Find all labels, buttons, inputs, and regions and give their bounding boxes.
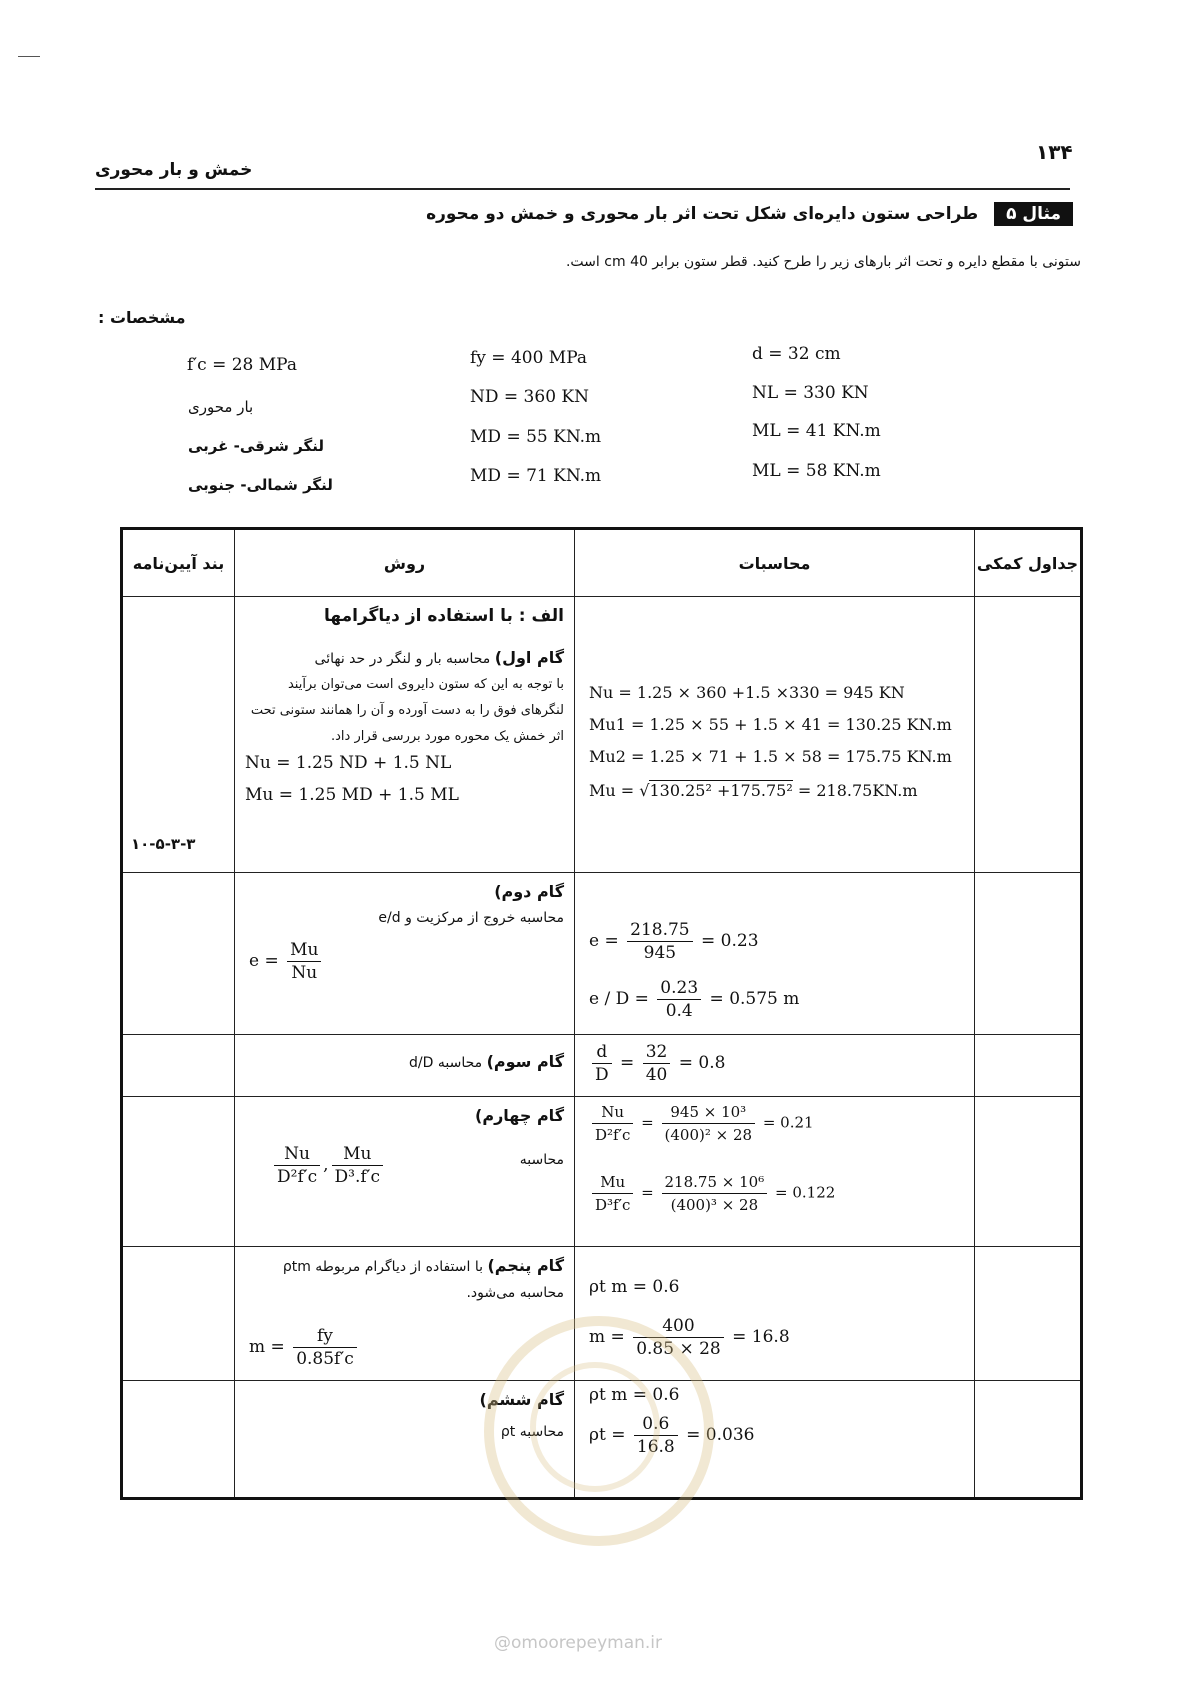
step4-params: $\frac{Nu}{\text{D²f′c}}$ , $\frac{Mu}{\text{D³.f′c}}$ <box>271 1143 386 1188</box>
spec-d: d = 32 cm <box>752 344 841 364</box>
spec-axial-label: بار محوری <box>188 398 254 416</box>
code-cell <box>122 873 235 1035</box>
aux-cell <box>975 873 1082 1035</box>
header-calc: محاسبات <box>575 529 975 597</box>
spec-ml-ew: ML = 41 KN.m <box>752 421 881 441</box>
example-title: طراحی ستون دایره‌ای شکل تحت اثر بار محوری و خمش دو محوره <box>426 204 979 224</box>
code-cell <box>122 1247 235 1381</box>
step5-calc-m: m = $\frac{400}{0.85 \times 28}$ = 16.8 <box>589 1316 790 1359</box>
step5-calc-rho: ρt m = 0.6 <box>589 1277 680 1297</box>
step3-calc: $\frac{d}{D}$ = $\frac{32}{40}$ = 0.8 <box>589 1041 725 1086</box>
step4-title: گام چهارم) <box>475 1106 564 1125</box>
header-aux: جداول کمکی <box>975 529 1082 597</box>
aux-cell <box>975 1247 1082 1381</box>
spec-nd: ND = 360 KN <box>470 387 589 407</box>
specs-heading: مشخصات : <box>98 308 186 327</box>
step1-title: گام اول) <box>494 648 564 667</box>
step5-title: گام پنجم) <box>487 1256 564 1275</box>
step3-title: گام سوم) <box>486 1052 564 1071</box>
chapter-title: خمش و بار محوری <box>95 160 253 180</box>
step1-calc-mu1: Mu1 = 1.25 × 55 + 1.5 × 41 = 130.25 KN.m <box>589 715 952 734</box>
step6-calc-rho: ρt = $\frac{0.6}{16.8}$ = 0.036 <box>589 1414 755 1457</box>
step1-calc-mu: Mu = √130.25² +175.75² = 218.75KN.m <box>589 781 918 800</box>
method-cell <box>235 1035 575 1097</box>
step5-text: با استفاده از دیاگرام مربوطه ρtm محاسبه می‌شود. <box>282 1259 564 1301</box>
method-cell <box>235 597 575 873</box>
step1-eq-mu: Mu = 1.25 MD + 1.5 ML <box>245 785 459 805</box>
step1-subtitle: محاسبه بار و لنگر در حد نهائی <box>314 651 491 667</box>
step4-text: محاسبه <box>519 1152 564 1168</box>
table-row <box>122 1097 1082 1247</box>
table-row <box>122 873 1082 1035</box>
code-cell <box>122 1097 235 1247</box>
spec-md-ew: MD = 55 KN.m <box>470 427 602 447</box>
example-description: ستونی با مقطع دایره و تحت اثر بارهای زیر را طرح کنید. قطر ستون برابر 40 cm است. <box>565 254 1081 270</box>
calc-cell <box>575 1097 975 1247</box>
code-ref: ۱۰-۵-۳-۳ <box>131 835 196 853</box>
step6-calc-rho-m: ρt m = 0.6 <box>589 1385 680 1405</box>
page-number: ۱۳۴ <box>1036 140 1073 164</box>
step2-calc-e: e = $\frac{218.75}{945}$ = 0.23 <box>589 920 759 963</box>
spec-md-ns: MD = 71 KN.m <box>470 466 602 486</box>
calc-cell <box>575 873 975 1035</box>
table-row <box>122 597 1082 873</box>
spec-ml-ns: ML = 58 KN.m <box>752 461 881 481</box>
spec-nl: NL = 330 KN <box>752 383 869 403</box>
step1-text: با توجه به این که ستون دایروی است می‌توان برآیند لنگرهای فوق را به دست آورده و آن را همانند ستونی تحت اثر خمش یک محوره مورد بررسی قرار داد. <box>250 677 564 744</box>
aux-cell <box>975 597 1082 873</box>
aux-cell <box>975 1381 1082 1499</box>
method-cell <box>235 873 575 1035</box>
step2-title: گام دوم) <box>494 882 564 901</box>
example-heading <box>426 204 1073 224</box>
website-watermark: @omoorepeyman.ir <box>494 1633 663 1653</box>
code-cell <box>122 597 235 873</box>
aux-cell <box>975 1035 1082 1097</box>
corner-dash <box>18 56 40 57</box>
root-expression: 130.25² +175.75² <box>649 781 793 800</box>
table-header-row <box>122 529 1082 597</box>
method-cell <box>235 1097 575 1247</box>
step2-text: محاسبه خروج از مرکزیت و e/d <box>378 910 564 926</box>
code-cell <box>122 1035 235 1097</box>
step6-title: گام ششم) <box>479 1390 564 1409</box>
step1-calc-nu: Nu = 1.25 × 360 +1.5 ×330 = 945 KN <box>589 683 905 702</box>
spec-ew-label: لنگر شرقی- غربی <box>188 437 324 455</box>
aux-cell <box>975 1097 1082 1247</box>
header-rule <box>95 188 1070 190</box>
step1-calc-mu2: Mu2 = 1.25 × 71 + 1.5 × 58 = 175.75 KN.m <box>589 747 952 766</box>
calc-cell <box>575 1035 975 1097</box>
step4-calc-nu: $\frac{Nu}{\text{D²f′c}}$ = $\frac{\text{945 × 10³}}{\text{(400)² × 28}}$ = 0.21 <box>589 1101 814 1146</box>
header-method: روش <box>235 529 575 597</box>
table-row <box>122 1035 1082 1097</box>
publisher-seal-watermark <box>484 1316 714 1546</box>
step6-text: محاسبه ρt <box>500 1424 564 1440</box>
step4-calc-mu: $\frac{Mu}{\text{D³f′c}}$ = $\frac{\text{218.75 × 10⁶}}{\text{(400)³ × 28}}$ = 0.122 <box>589 1171 835 1216</box>
example-tag: مثال ۵ <box>994 202 1073 226</box>
step2-eq: e = $\frac{Mu}{Nu}$ <box>249 939 324 984</box>
section-a-title: الف : با استفاده از دیاگرامها <box>323 606 564 626</box>
step1-eq-nu: Nu = 1.25 ND + 1.5 NL <box>245 753 452 773</box>
spec-fc: f′c = 28 MPa <box>187 355 297 375</box>
calc-cell <box>575 597 975 873</box>
step2-calc-ed: e / D = $\frac{0.23}{0.4}$ = 0.575 m <box>589 978 800 1021</box>
step3-text: محاسبه d/D <box>409 1055 483 1071</box>
seal-inner-ring <box>530 1362 660 1492</box>
header-code: بند آیین‌نامه <box>122 529 235 597</box>
spec-ns-label: لنگر شمالی- جنوبی <box>188 476 333 494</box>
code-cell <box>122 1381 235 1499</box>
spec-fy: fy = 400 MPa <box>470 348 588 368</box>
step5-eq: m = $\frac{fy}{0.85f'c}$ <box>249 1325 360 1370</box>
